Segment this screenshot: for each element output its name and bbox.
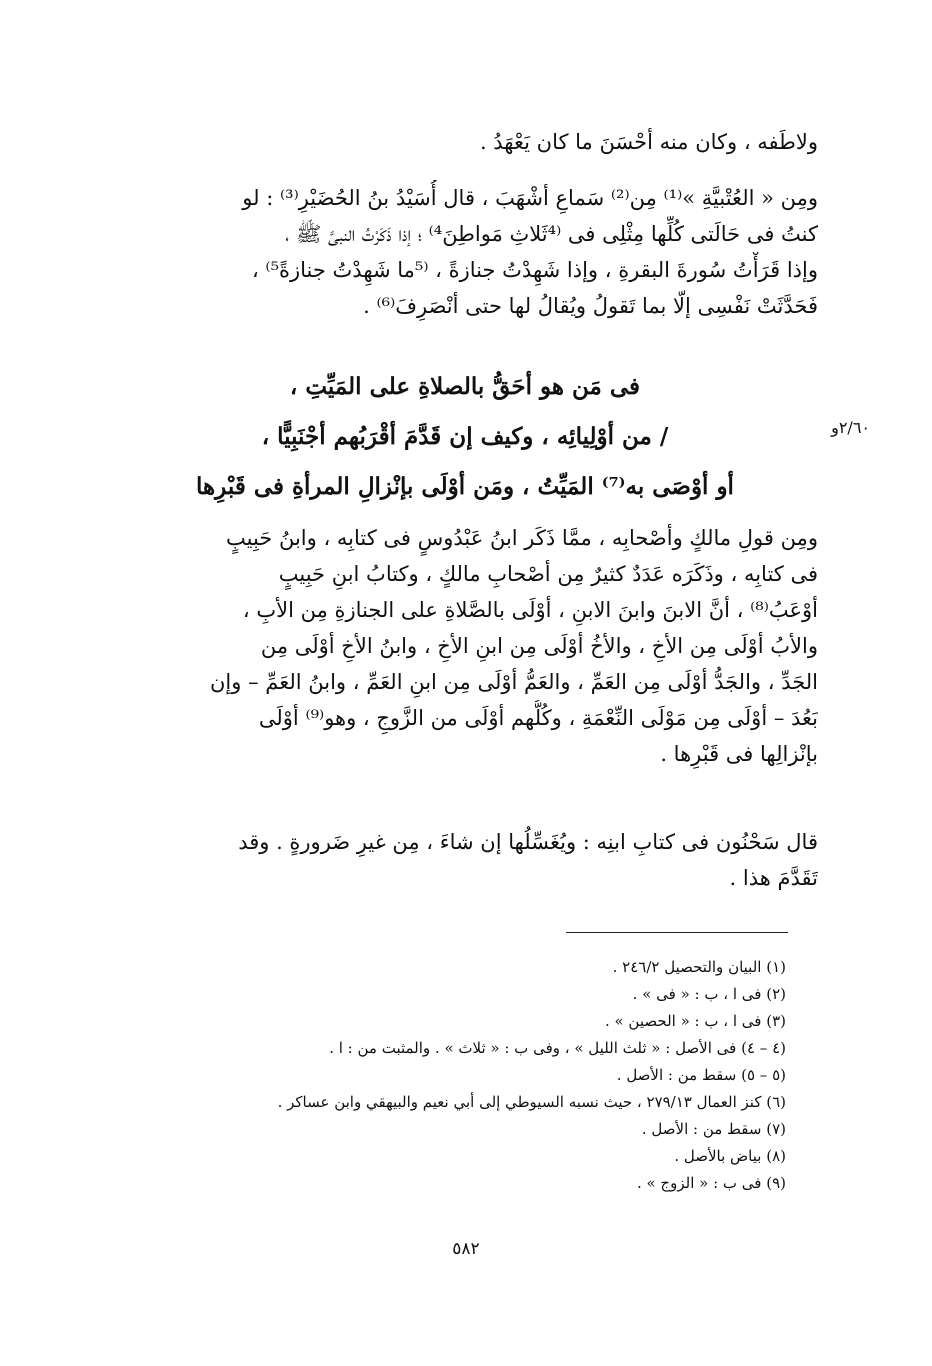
heading-line: فى مَن هو أحَقُّ بالصلاةِ على المَيِّتِ ،	[289, 373, 641, 400]
footnote: (٥ – ٥) سقط من : الأصل .	[616, 1066, 786, 1084]
utbiyya-paragraph	[112, 180, 818, 324]
text-line: فَحَدَّثَتْ نَفْسِى إلّا بما تَقولُ ويُقالُ لها حتى أنْصَرِفَ⁽⁶⁾ .	[363, 294, 818, 318]
text-line: الجَدِّ ، والجَدُّ أوْلَى مِن العَمِّ ، والعَمُّ أوْلَى مِن ابنِ العَمِّ ، وابنُ العَمِّ – وإن	[210, 670, 818, 694]
footnotes	[150, 954, 786, 1197]
text-line: فى كتابِه ، وذَكَرَه عَدَدٌ كثيرٌ مِن أصْحابِ مالكٍ ، وكتابُ ابنِ حَبِيبٍ	[278, 562, 818, 586]
text-line: بإنْزالِها فى قَبْرِها .	[660, 742, 818, 766]
footnote: (٢) فى ا ، ب : « فى » .	[632, 985, 786, 1003]
text-line: كنتُ فى حَالَتى كُلِّها مِثْلِى فى ⁽⁴ثَلاثِ مَواطِنَ⁴⁾ ؛ إذا ذَكَرْتُ النبىَّ ﷺ ،	[285, 222, 818, 246]
sahnun-paragraph	[112, 824, 818, 896]
footnote: (٣) فى ا ، ب : « الحصين » .	[604, 1012, 786, 1030]
text-line: والأبُ أوْلَى مِن الأخِ ، والأخُ أوْلَى مِن ابنِ الأخِ ، وابنُ الأخِ أوْلَى مِن	[260, 634, 818, 658]
malik-paragraph	[112, 520, 818, 772]
footnote: (٩) فى ب : « الزوج » .	[636, 1174, 786, 1192]
text-line: تَقَدَّمَ هذا .	[729, 866, 818, 890]
text-line: وإذا قَرَأْتُ سُورةَ البقرةِ ، وإذا شَهِدْتُ جنازةً ، ⁽⁵ما شَهِدْتُ جنازةً⁵⁾ ،	[251, 258, 818, 282]
footnote: (٤ – ٤) فى الأصل : « ثلث الليل » ، وفى ب : « ثلاث » . والمثبت من : ا .	[329, 1039, 786, 1057]
text-line: بَعُدَ – أوْلَى مِن مَوْلَى النِّعْمَةِ ، وكُلُّهم أوْلَى من الزَّوجِ ، وهو⁽⁹⁾ أوْلَى	[258, 706, 818, 730]
heading-line: أو أوْصَى به⁽⁷⁾ المَيِّتُ ، ومَن أوْلَى بإنْزالِ المرأةِ فى قَبْرِها	[196, 473, 734, 500]
folio-marginal-note: ٢/٦٠و	[831, 418, 870, 437]
footnote-separator	[566, 932, 788, 933]
intro-paragraph	[112, 124, 818, 160]
text-line: ولاطَفه ، وكان منه أحْسَنَ ما كان يَعْهَدُ .	[479, 130, 818, 154]
text-line: أوْعَبُ⁽⁸⁾ ، أنَّ الابنَ وابنَ الابنِ ، أوْلَى بالصَّلاةِ على الجنازةِ مِن الأبِ ،	[242, 598, 818, 622]
section-heading	[112, 362, 818, 512]
text-line: ومِن « العُتْبيَّةِ »⁽¹⁾ مِن⁽²⁾ سَماعِ أشْهَبَ ، قال أُسَيْدُ بنُ الحُضَيْرِ⁽³⁾ : لو	[242, 186, 818, 210]
footnote: (٨) بياض بالأصل .	[674, 1147, 786, 1165]
heading-line: / من أوْلِيائِه ، وكيف إن قَدَّمَ أقْرَبُهم أجْنَبِيًّا ،	[261, 423, 669, 450]
page-number: ٥٨٢	[452, 1239, 480, 1259]
footnote: (٦) كنز العمال ٢٧٩/١٣ ، حيث نسبه السيوطي إلى أبي نعيم والبيهقي وابن عساكر .	[277, 1093, 786, 1111]
text-line: ومِن قولِ مالكٍ وأصْحابِه ، ممَّا ذَكَر ابنُ عَبْدُوسٍ فى كتابِه ، وابنُ حَبِيبٍ	[226, 526, 818, 550]
footnote: (٧) سقط من : الأصل .	[641, 1120, 786, 1138]
footnote: (١) البيان والتحصيل ٢٤٦/٢ .	[612, 958, 786, 976]
text-line: قال سَحْنُون فى كتابِ ابنِه : ويُغَسِّلُها إن شاءَ ، مِن غيرِ ضَرورةٍ . وقد	[238, 830, 818, 854]
